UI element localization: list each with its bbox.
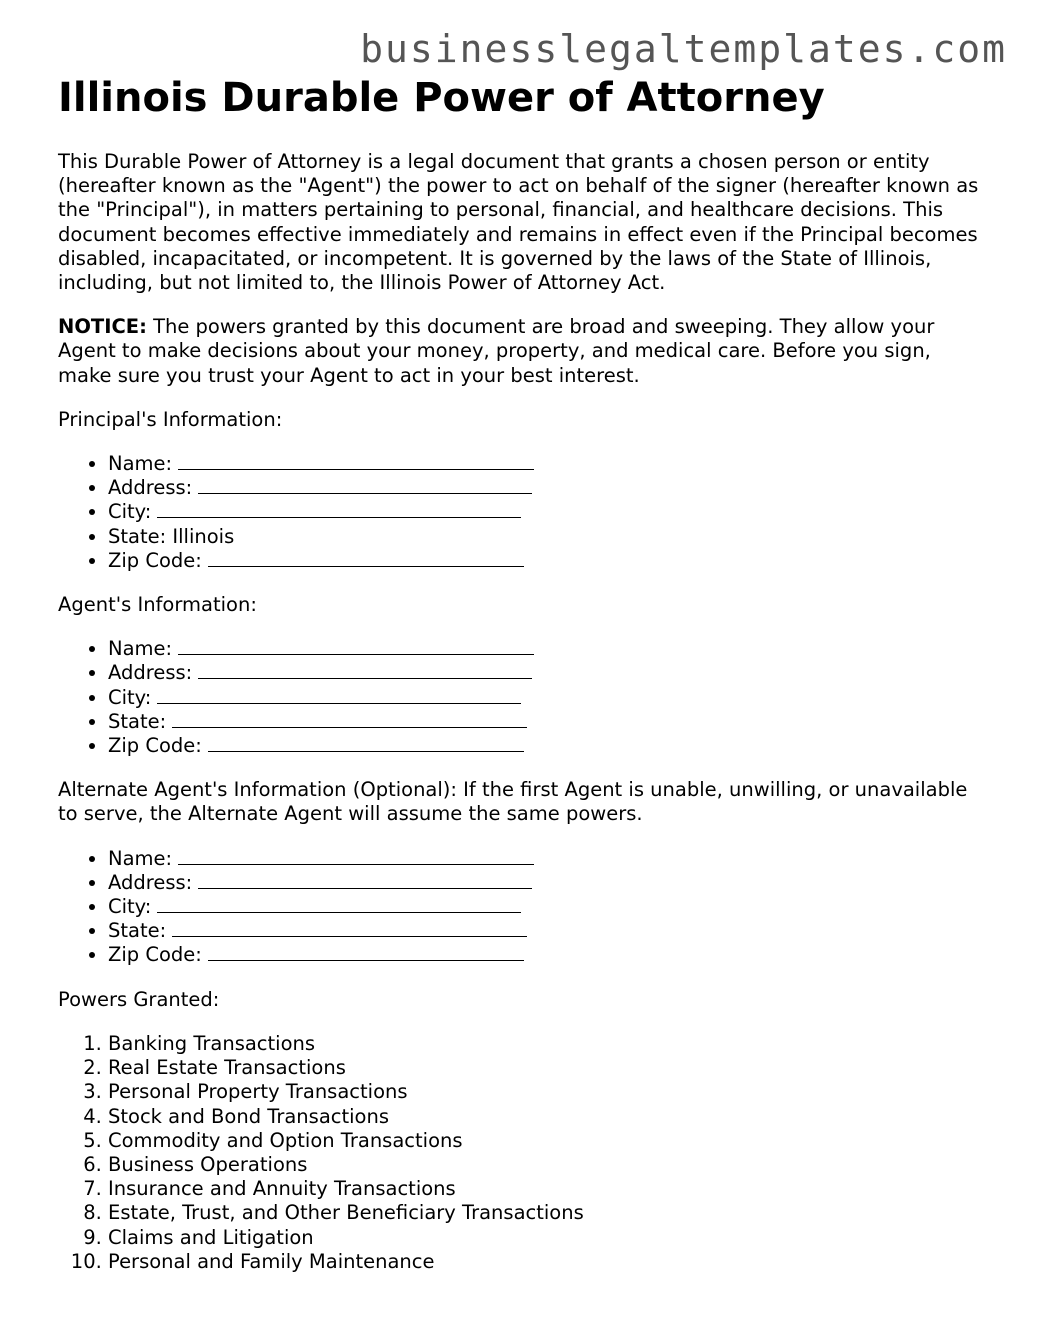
notice-text: The powers granted by this document are broad and sweeping. They allow your Agent to make decisions about your money, property, and medical care. Before you sign, make sure you trust your Agent to act in your best interest. bbox=[58, 315, 935, 387]
powers-heading: Powers Granted: bbox=[58, 987, 220, 1011]
powers-list bbox=[58, 1032, 988, 1274]
principal-state-label: State: Illinois bbox=[108, 524, 235, 548]
alternate-zip-field bbox=[108, 943, 988, 967]
power-item: 6. Business Operations bbox=[108, 1153, 988, 1177]
notice-label: NOTICE: bbox=[58, 315, 147, 339]
power-item: 7. Insurance and Annuity Transactions bbox=[108, 1177, 988, 1201]
principal-city-blank[interactable] bbox=[157, 501, 521, 518]
alternate-city-field bbox=[108, 895, 988, 919]
document-page bbox=[58, 74, 988, 1274]
principal-heading: Principal's Information: bbox=[58, 407, 283, 431]
agent-heading: Agent's Information: bbox=[58, 593, 257, 617]
alternate-address-label: Address: bbox=[108, 870, 193, 894]
alternate-address-blank[interactable] bbox=[198, 872, 532, 889]
alternate-city-label: City: bbox=[108, 895, 152, 919]
power-item: 8. Estate, Trust, and Other Beneficiary Transactions bbox=[108, 1201, 988, 1225]
agent-city-field bbox=[108, 686, 988, 710]
power-item: 1. Banking Transactions bbox=[108, 1032, 988, 1056]
principal-fields bbox=[58, 452, 988, 573]
principal-state-field bbox=[108, 525, 988, 549]
principal-zip-label: Zip Code: bbox=[108, 548, 202, 572]
agent-address-field bbox=[108, 661, 988, 685]
alternate-agent-fields bbox=[58, 847, 988, 968]
principal-city-field bbox=[108, 500, 988, 524]
document-title: Illinois Durable Power of Attorney bbox=[58, 75, 825, 121]
power-item: 3. Personal Property Transactions bbox=[108, 1080, 988, 1104]
principal-name-blank[interactable] bbox=[178, 453, 534, 470]
power-item: 9. Claims and Litigation bbox=[108, 1226, 988, 1250]
agent-address-label: Address: bbox=[108, 661, 193, 685]
power-item: 5. Commodity and Option Transactions bbox=[108, 1129, 988, 1153]
agent-name-blank[interactable] bbox=[178, 638, 534, 655]
watermark: businesslegaltemplates.com bbox=[360, 27, 1007, 71]
power-item: 4. Stock and Bond Transactions bbox=[108, 1105, 988, 1129]
principal-address-field bbox=[108, 476, 988, 500]
agent-zip-label: Zip Code: bbox=[108, 734, 202, 758]
alternate-state-label: State: bbox=[108, 919, 167, 943]
agent-state-blank[interactable] bbox=[172, 711, 527, 728]
agent-city-label: City: bbox=[108, 685, 152, 709]
agent-fields bbox=[58, 637, 988, 758]
alternate-state-field bbox=[108, 919, 988, 943]
principal-zip-field bbox=[108, 549, 988, 573]
alternate-zip-label: Zip Code: bbox=[108, 943, 202, 967]
power-item: 10. Personal and Family Maintenance bbox=[108, 1250, 988, 1274]
agent-zip-blank[interactable] bbox=[208, 735, 524, 752]
principal-city-label: City: bbox=[108, 500, 152, 524]
agent-city-blank[interactable] bbox=[157, 687, 521, 704]
alternate-address-field bbox=[108, 871, 988, 895]
principal-address-label: Address: bbox=[108, 476, 193, 500]
alternate-zip-blank[interactable] bbox=[208, 944, 524, 961]
alternate-city-blank[interactable] bbox=[157, 896, 521, 913]
alternate-name-label: Name: bbox=[108, 846, 173, 870]
principal-zip-blank[interactable] bbox=[208, 550, 524, 567]
agent-address-blank[interactable] bbox=[198, 662, 532, 679]
agent-state-field bbox=[108, 710, 988, 734]
agent-name-label: Name: bbox=[108, 637, 173, 661]
alternate-agent-heading: Alternate Agent's Information (Optional): If the first Agent is unable, unwilling, or unavailable to serve, the Alternate Agent will assume the same powers. bbox=[58, 778, 968, 826]
principal-name-field bbox=[108, 452, 988, 476]
alternate-state-blank[interactable] bbox=[172, 920, 527, 937]
notice-paragraph bbox=[58, 315, 988, 388]
principal-address-blank[interactable] bbox=[198, 477, 532, 494]
intro-paragraph: This Durable Power of Attorney is a legal document that grants a chosen person or entity (hereafter known as the "Agent") the power to act on behalf of the signer (hereafter known as the "Principal"), in matters pertaining to personal, financial, and healthcare decisions. This document becomes effective immediately and remains in effect even if the Principal becomes disabled, incapacitated, or incompetent. It is governed by the laws of the State of Illinois, including, but not limited to, the Illinois Power of Attorney Act. bbox=[58, 150, 979, 295]
agent-state-label: State: bbox=[108, 709, 167, 733]
agent-name-field bbox=[108, 637, 988, 661]
alternate-name-blank[interactable] bbox=[178, 848, 534, 865]
alternate-name-field bbox=[108, 847, 988, 871]
principal-name-label: Name: bbox=[108, 452, 173, 476]
power-item: 2. Real Estate Transactions bbox=[108, 1056, 988, 1080]
agent-zip-field bbox=[108, 734, 988, 758]
